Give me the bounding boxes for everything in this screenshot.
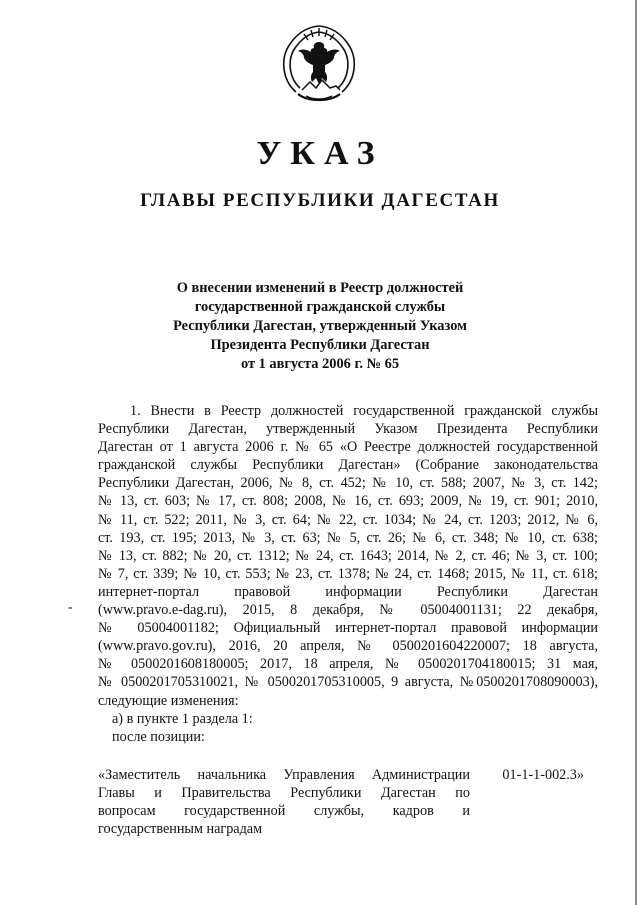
issuer-subtitle: ГЛАВЫ РЕСПУБЛИКИ ДАГЕСТАН <box>140 190 500 211</box>
position-title <box>98 766 470 838</box>
body-line <box>98 583 598 601</box>
position-line: «Заместитель начальника Управления Администрации <box>98 766 470 783</box>
body-line: (www.pravo.e-dag.ru), 2015, 8 декабря, № 05004001131; 22 декабря, <box>98 602 598 619</box>
body-line: Республики Дагестан, утвержденный Указом Президента Республики <box>98 421 598 438</box>
body-line: № 0500201608180005; 2017, 18 апреля, № 0500201704180015; 31 мая, <box>98 656 598 673</box>
spacer <box>98 746 598 766</box>
heading-line: государственной гражданской службы <box>194 299 446 315</box>
decree-heading <box>130 279 510 374</box>
position-line: вопросам государственной службы, кадров и <box>98 802 470 819</box>
register-position <box>98 766 598 838</box>
body-line: № 13, ст. 603; № 17, ст. 808; 2008, № 16, ст. 693; 2009, № 19, ст. 901; 2010, <box>98 493 598 510</box>
body-line: Дагестан от 1 августа 2006 г. № 65 «О Реестре должностей государственной <box>98 439 598 456</box>
body-line: (www.pravo.gov.ru), 2016, 20 апреля, № 0500201604220007; 18 августа, <box>98 638 598 655</box>
document-title: УКАЗ <box>256 135 384 172</box>
heading-line: О внесении изменений в Реестр должностей <box>176 280 464 296</box>
body-line: 1. Внести в Реестр должностей государственной гражданской службы <box>130 403 598 419</box>
body-line: № 05004001182; Официальный интернет-портал правовой информации <box>98 620 598 637</box>
body-line: гражданской службы Республики Дагестан» (Собрание законодательства <box>98 457 598 474</box>
body-line: ст. 193, ст. 195; 2013, № 3, ст. 63; № 5, ст. 26; № 6, ст. 348; № 10, ст. 638; <box>98 529 598 546</box>
coat-of-arms-icon <box>278 20 360 106</box>
margin-mark: - <box>68 600 73 615</box>
decree-body <box>98 402 598 838</box>
heading-line: Республики Дагестан, утвержденный Указом <box>173 318 467 334</box>
body-line: № 7, ст. 339; № 10, ст. 553; № 23, ст. 1378; № 24, ст. 1468; 2015, № 11, ст. 618; <box>98 565 598 582</box>
sub-item: а) в пункте 1 раздела 1: <box>112 710 253 727</box>
position-code: 01-1-1-002.3» <box>502 766 584 783</box>
body-line: № 13, ст. 882; № 20, ст. 1312; № 24, ст. 1643; 2014, № 2, ст. 46; № 3, ст. 100; <box>98 547 598 564</box>
position-line: государственным наградам <box>98 821 263 838</box>
body-line: № 0500201705310021, № 0500201705310005, 9 августа, №0500201708090003), <box>98 674 598 691</box>
heading-line: от 1 августа 2006 г. № 65 <box>240 356 400 372</box>
after-position-label: после позиции: <box>112 728 205 745</box>
body-word: интернет-портал правовой информации Республики Дагестан <box>98 583 598 600</box>
body-line: следующие изменения: <box>98 692 239 709</box>
heading-line: Президента Республики Дагестан <box>210 337 430 353</box>
body-line: Республики Дагестан, 2006, № 8, ст. 452; № 10, ст. 588; 2007, № 3, ст. 142; <box>98 475 598 492</box>
body-line: № 11, ст. 522; 2011, № 3, ст. 64; № 22, ст. 1034; № 24, ст. 1203; 2012, № 6, <box>98 511 598 528</box>
position-line: Главы и Правительства Республики Дагестан по <box>98 784 470 801</box>
